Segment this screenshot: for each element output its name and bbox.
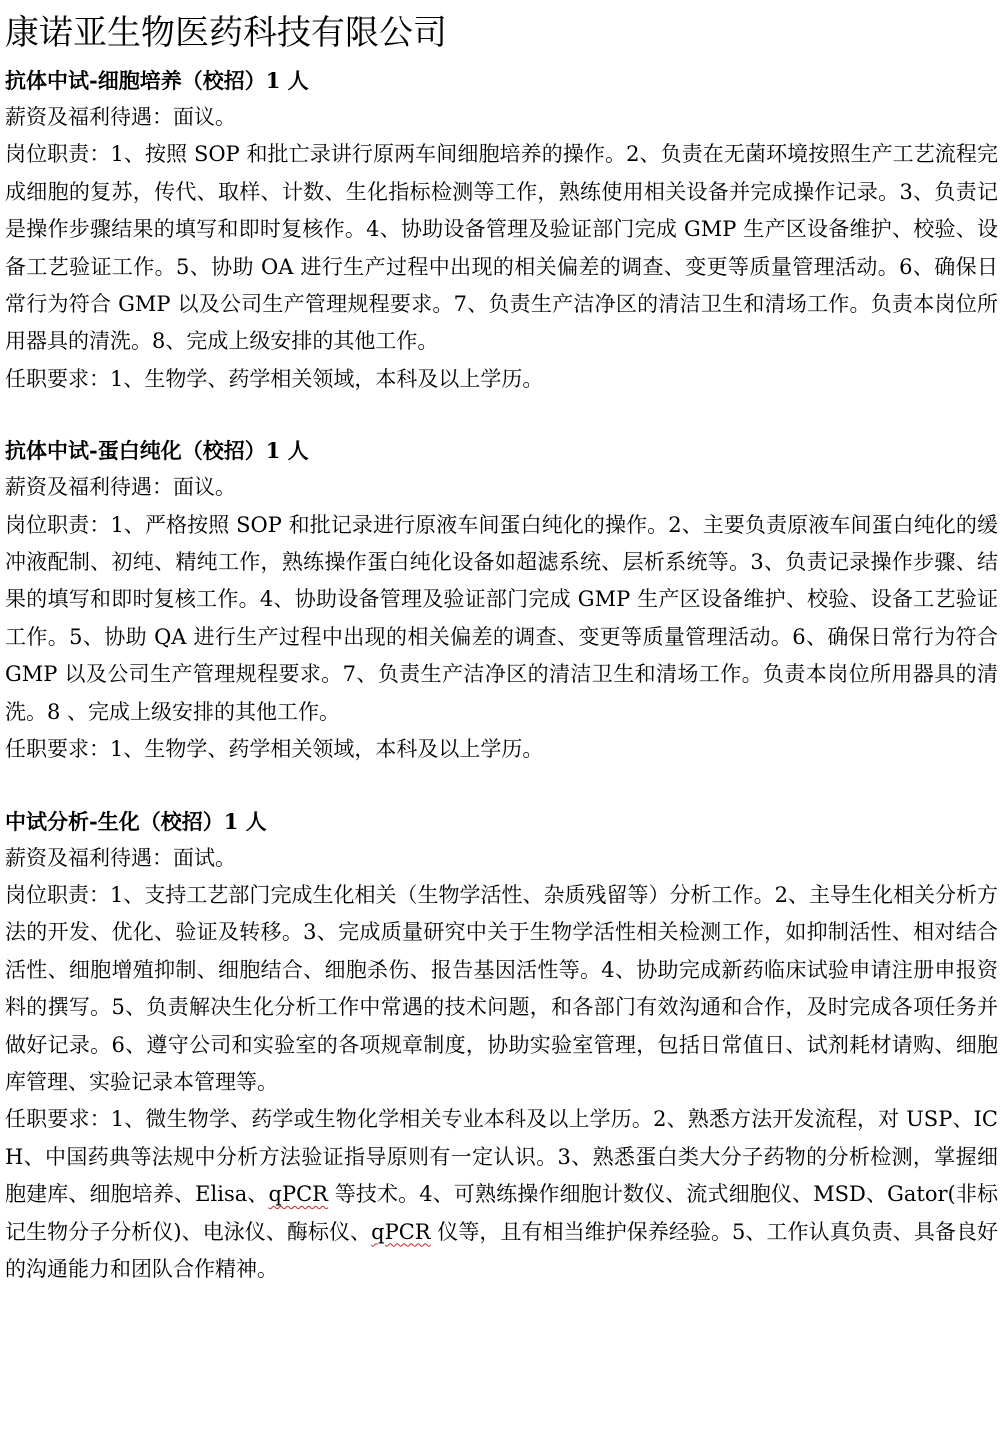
requirements-paragraph: 任职要求：1、生物学、药学相关领域，本科及以上学历。 <box>5 737 544 762</box>
spellcheck-word: qPCR <box>371 1219 431 1244</box>
duties-paragraph: 岗位职责：1、支持工艺部门完成生化相关（生物学活性、杂质残留等）分析工作。2、主导生化相关分析方法的开发、优化、验证及转移。3、完成质量研究中关于生物学活性相关检测工作，如抑制活性、相对结合活性、细胞增殖抑制、细胞结合、细胞杀伤、报告基因活性等。4、协助完成新药临床试验申请注册申报资料的撰写。5、负责解决生化分析工作中常遇的技术问题，和各部门有效沟通和合作，及时完成各项任务并做好记录。6、遵守公司和实验室的各项规章制度，协助实验室管理，包括日常值日、试剂耗材请购、细胞库管理、实验记录本管理等。 <box>5 882 998 1094</box>
job-section-biochem-analysis <box>5 803 998 1289</box>
salary-line: 薪资及福利待遇：面试。 <box>5 845 236 870</box>
job-title: 抗体中试-蛋白纯化（校招）1 人 <box>5 438 309 464</box>
duties-paragraph: 岗位职责：1、严格按照 SOP 和批记录进行原液车间蛋白纯化的操作。2、主要负责原液车间蛋白纯化的缓冲液配制、初纯、精纯工作，熟练操作蛋白纯化设备如超滤系统、层析系统等。3、负责记录操作步骤、结果的填写和即时复核工作。4、协助设备管理及验证部门完成 GMP 生产区设备维护、校验、设备工艺验证工作。5、协助 QA 进行生产过程中出现的相关偏差的调查、变更等质量管理活动。6、确保日常行为符合 GMP 以及公司生产管理规程要求。7、负责生产洁净区的清洁卫生和清场工作。负责本岗位所用器具的清洗。8 、完成上级安排的其他工作。 <box>5 512 998 724</box>
requirements-text: 任职要求：1、微生物学、药学或生物化学相关专业本科及以上学历。2、熟悉方法开发流程，对 USP、ICH、中国药典等法规中分析方法验证指导原则有一定认识。3、熟悉蛋白类大分子药物的分析检测，掌握细胞建库、细胞培养、Elisa、 <box>5 1107 998 1207</box>
job-section-cell-culture <box>5 62 998 398</box>
duties-paragraph: 岗位职责：1、按照 SOP 和批亡录讲行原两车间细胞培养的操作。2、负责在无菌环境按照生产工艺流程完成细胞的复苏，传代、取样、计数、生化指标检测等工作，熟练使用相关设备并完成操作记录。3、负责记是操作步骤结果的填写和即时复核作。4、协助设备管理及验证部门完成 GMP 生产区设备维护、校验、设备工艺验证工作。5、协助 OA 进行生产过程中出现的相关偏差的调查、变更等质量管理活动。6、确保日常行为符合 GMP 以及公司生产管理规程要求。7、负责生产洁净区的清洁卫生和清场工作。负责本岗位所用器具的清洗。8、完成上级安排的其他工作。 <box>5 142 998 354</box>
salary-line: 薪资及福利待遇：面议。 <box>5 475 236 500</box>
requirements-text: 仪等，且有相当维护保养经验。5、工作认真负责、具备良好的沟通能力和团队合作精神。 <box>5 1219 998 1281</box>
job-section-protein-purification <box>5 432 998 768</box>
requirements-text: 等技术。4、可熟练操作细胞计数仪、流式细胞仪、MSD、Gator(非标记生物分子分析仪)、电泳仪、酶标仪、 <box>5 1182 998 1244</box>
requirements-paragraph: 任职要求：1、生物学、药学相关领域，本科及以上学历。 <box>5 366 544 391</box>
spellcheck-word: qPCR <box>268 1182 328 1207</box>
job-title: 中试分析-生化（校招）1 人 <box>5 808 267 834</box>
company-title: 康诺亚生物医药科技有限公司 <box>5 13 447 53</box>
salary-line: 薪资及福利待遇：面议。 <box>5 105 236 129</box>
job-title: 抗体中试-细胞培养（校招）1 人 <box>5 68 309 93</box>
requirements-paragraph <box>5 1101 998 1288</box>
